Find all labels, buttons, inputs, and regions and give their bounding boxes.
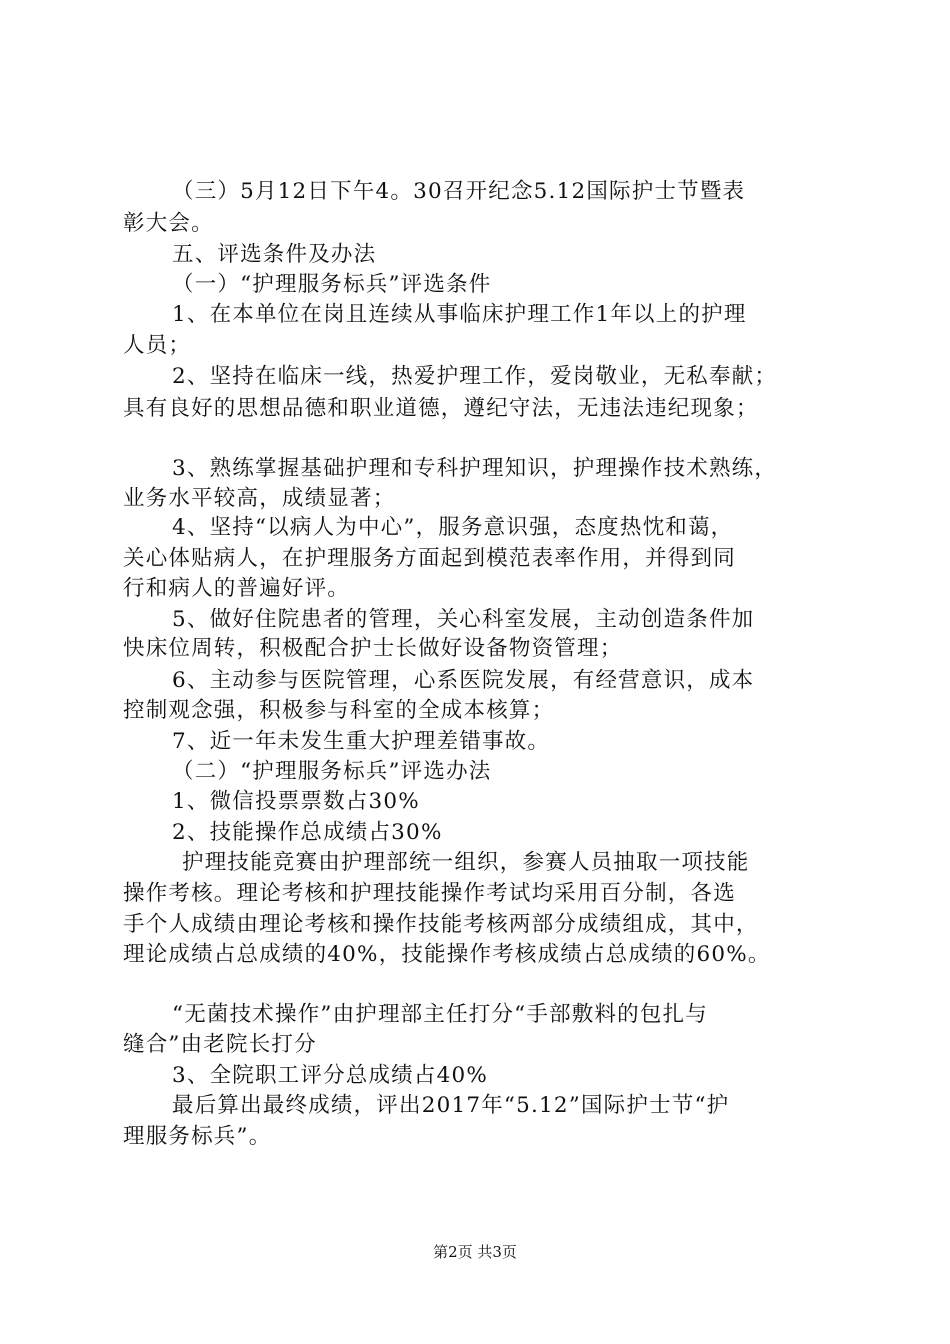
text-line: 缝合”由老院长打分 xyxy=(123,1032,317,1057)
text-line: 3、全院职工评分总成绩占40% xyxy=(172,1063,488,1088)
text-line: 操作考核。理论考核和护理技能操作考试均采用百分制，各选 xyxy=(123,881,736,906)
text-line: 理服务标兵”。 xyxy=(123,1124,272,1149)
text-line: 4、坚持“以病人为中心”，服务意识强，态度热忱和蔼， xyxy=(172,515,734,540)
text-line: 1、微信投票票数占30% xyxy=(172,789,420,814)
text-line: 关心体贴病人，在护理服务方面起到模范表率作用，并得到同 xyxy=(123,546,736,571)
text-line: 3、熟练掌握基础护理和专科护理知识，护理操作技术熟练， xyxy=(172,456,778,481)
text-line: 行和病人的普遍好评。 xyxy=(123,576,351,601)
text-line: 人员； xyxy=(123,333,192,358)
text-line: 5、做好住院患者的管理，关心科室发展，主动创造条件加 xyxy=(172,607,755,632)
text-line: 2、技能操作总成绩占30% xyxy=(172,820,443,845)
section-heading: 五、评选条件及办法 xyxy=(172,242,377,267)
text-line: 理论成绩占总成绩的40%，技能操作考核成绩占总成绩的60%。 xyxy=(123,942,771,967)
text-line: 业务水平较高，成绩显著； xyxy=(123,486,396,511)
text-line: 最后算出最终成绩，评出2017年“5.12”国际护士节“护 xyxy=(172,1093,730,1118)
text-line: 手个人成绩由理论考核和操作技能考核两部分成绩组成，其中， xyxy=(123,912,759,937)
subsection-heading: （二）“护理服务标兵”评选办法 xyxy=(172,759,492,784)
text-line: “无菌技术操作”由护理部主任打分“手部敷料的包扎与 xyxy=(172,1002,708,1027)
text-line: 快床位周转，积极配合护士长做好设备物资管理； xyxy=(123,636,623,661)
text-line: 具有良好的思想品德和职业道德，遵纪守法，无违法违纪现象； xyxy=(123,396,759,421)
subsection-heading: （一）“护理服务标兵”评选条件 xyxy=(172,272,492,297)
text-line: （三）5月12日下午4。30召开纪念5.12国际护士节暨表 xyxy=(172,179,746,204)
text-line: 1、在本单位在岗且连续从事临床护理工作1年以上的护理 xyxy=(172,302,747,327)
text-line: 护理技能竞赛由护理部统一组织，参赛人员抽取一项技能 xyxy=(182,850,750,875)
text-line: 7、近一年未发生重大护理差错事故。 xyxy=(172,729,551,754)
text-line: 彰大会。 xyxy=(123,211,214,236)
text-line: 控制观念强，积极参与科室的全成本核算； xyxy=(123,698,555,723)
text-line: 2、坚持在临床一线，热爱护理工作，爱岗敬业，无私奉献； xyxy=(172,364,778,389)
page-number-footer: 第2页 共3页 xyxy=(433,1243,517,1261)
text-line: 6、主动参与医院管理，心系医院发展，有经营意识，成本 xyxy=(172,668,755,693)
